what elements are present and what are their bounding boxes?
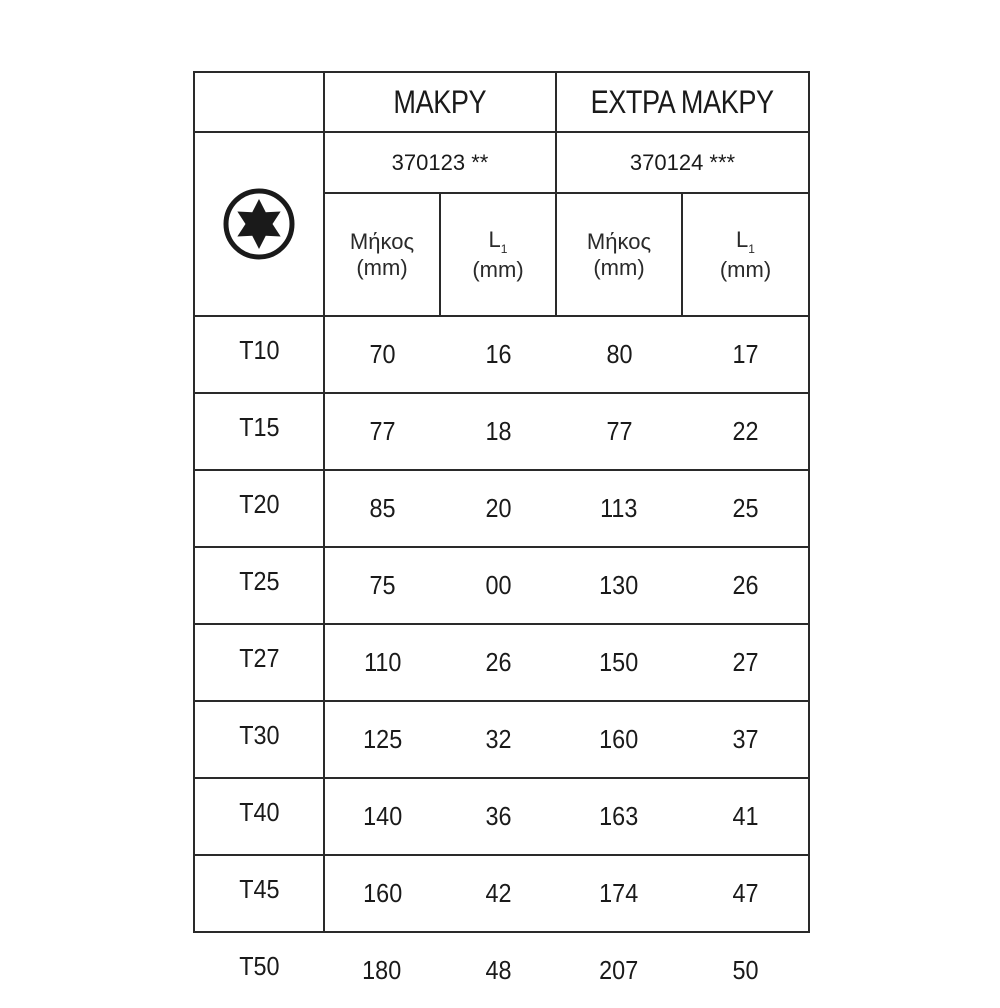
extra-length-cell: 130 (556, 547, 682, 624)
makry-length-cell: 85 (324, 470, 440, 547)
size-cell: T30 (194, 701, 324, 778)
extra-length-cell: 80 (556, 316, 682, 393)
makry-l1-cell: 48 (440, 932, 556, 1008)
size-cell: T20 (194, 470, 324, 547)
column-header-length-makry (324, 193, 440, 316)
extra-l1-cell: 47 (682, 855, 809, 932)
makry-length-cell: 75 (324, 547, 440, 624)
makry-l1-cell: 36 (440, 778, 556, 855)
size-cell: T50 (194, 932, 324, 1008)
torx-icon-cell (194, 132, 324, 316)
series-code-extra-makry: 370124 *** (556, 132, 809, 193)
size-cell: T40 (194, 778, 324, 855)
l1-subscript: 1 (500, 241, 508, 256)
makry-length-cell: 125 (324, 701, 440, 778)
makry-l1-cell: 18 (440, 393, 556, 470)
column-header-length-extra (556, 193, 682, 316)
extra-l1-cell: 26 (682, 547, 809, 624)
column-header-l1-extra (682, 193, 809, 316)
extra-l1-cell: 50 (682, 932, 809, 1008)
extra-length-cell: 174 (556, 855, 682, 932)
makry-l1-cell: 00 (440, 547, 556, 624)
extra-l1-cell: 41 (682, 778, 809, 855)
makry-length-cell: 160 (324, 855, 440, 932)
column-header-l1-makry (440, 193, 556, 316)
extra-length-cell: 77 (556, 393, 682, 470)
makry-l1-cell: 20 (440, 470, 556, 547)
length-unit: (mm) (356, 254, 408, 280)
table-row (194, 932, 809, 1008)
table-row (194, 316, 809, 393)
table-header (194, 72, 809, 316)
table-row (194, 778, 809, 855)
size-cell: T25 (194, 547, 324, 624)
extra-l1-cell: 37 (682, 701, 809, 778)
makry-l1-cell: 26 (440, 624, 556, 701)
table-row (194, 701, 809, 778)
torx-star-icon (222, 187, 296, 261)
series-title-extra-makry: EXTPA ΜΑΚΡΥ (566, 72, 799, 132)
makry-l1-cell: 32 (440, 701, 556, 778)
l1-subscript: 1 (748, 241, 755, 256)
makry-l1-cell: 16 (440, 316, 556, 393)
length-label: Μήκος (586, 229, 652, 255)
length-label: Μήκος (349, 229, 415, 255)
l1-unit: (mm) (472, 256, 524, 282)
extra-l1-cell: 25 (682, 470, 809, 547)
makry-l1-cell: 42 (440, 855, 556, 932)
extra-length-cell: 160 (556, 701, 682, 778)
extra-l1-cell: 17 (682, 316, 809, 393)
extra-length-cell: 150 (556, 624, 682, 701)
makry-length-cell: 77 (324, 393, 440, 470)
empty-corner-cell (194, 72, 324, 132)
size-cell: T10 (194, 316, 324, 393)
table-body (194, 316, 809, 1008)
makry-length-cell: 140 (324, 778, 440, 855)
l1-label: L (736, 226, 749, 252)
length-unit: (mm) (593, 254, 645, 280)
table-row (194, 624, 809, 701)
extra-length-cell: 163 (556, 778, 682, 855)
torx-spec-table (193, 71, 810, 1008)
extra-l1-cell: 27 (682, 624, 809, 701)
extra-length-cell: 113 (556, 470, 682, 547)
table-row (194, 470, 809, 547)
extra-l1-cell: 22 (682, 393, 809, 470)
table-row (194, 855, 809, 932)
table-row (194, 547, 809, 624)
series-title-makry: ΜΑΚΡΥ (333, 72, 546, 132)
l1-unit: (mm) (719, 256, 772, 282)
extra-length-cell: 207 (556, 932, 682, 1008)
size-cell: T27 (194, 624, 324, 701)
l1-label: L (488, 226, 501, 252)
size-cell: T15 (194, 393, 324, 470)
makry-length-cell: 180 (324, 932, 440, 1008)
size-cell: T45 (194, 855, 324, 932)
table-row (194, 393, 809, 470)
makry-length-cell: 70 (324, 316, 440, 393)
series-code-makry: 370123 ** (324, 132, 556, 193)
makry-length-cell: 110 (324, 624, 440, 701)
